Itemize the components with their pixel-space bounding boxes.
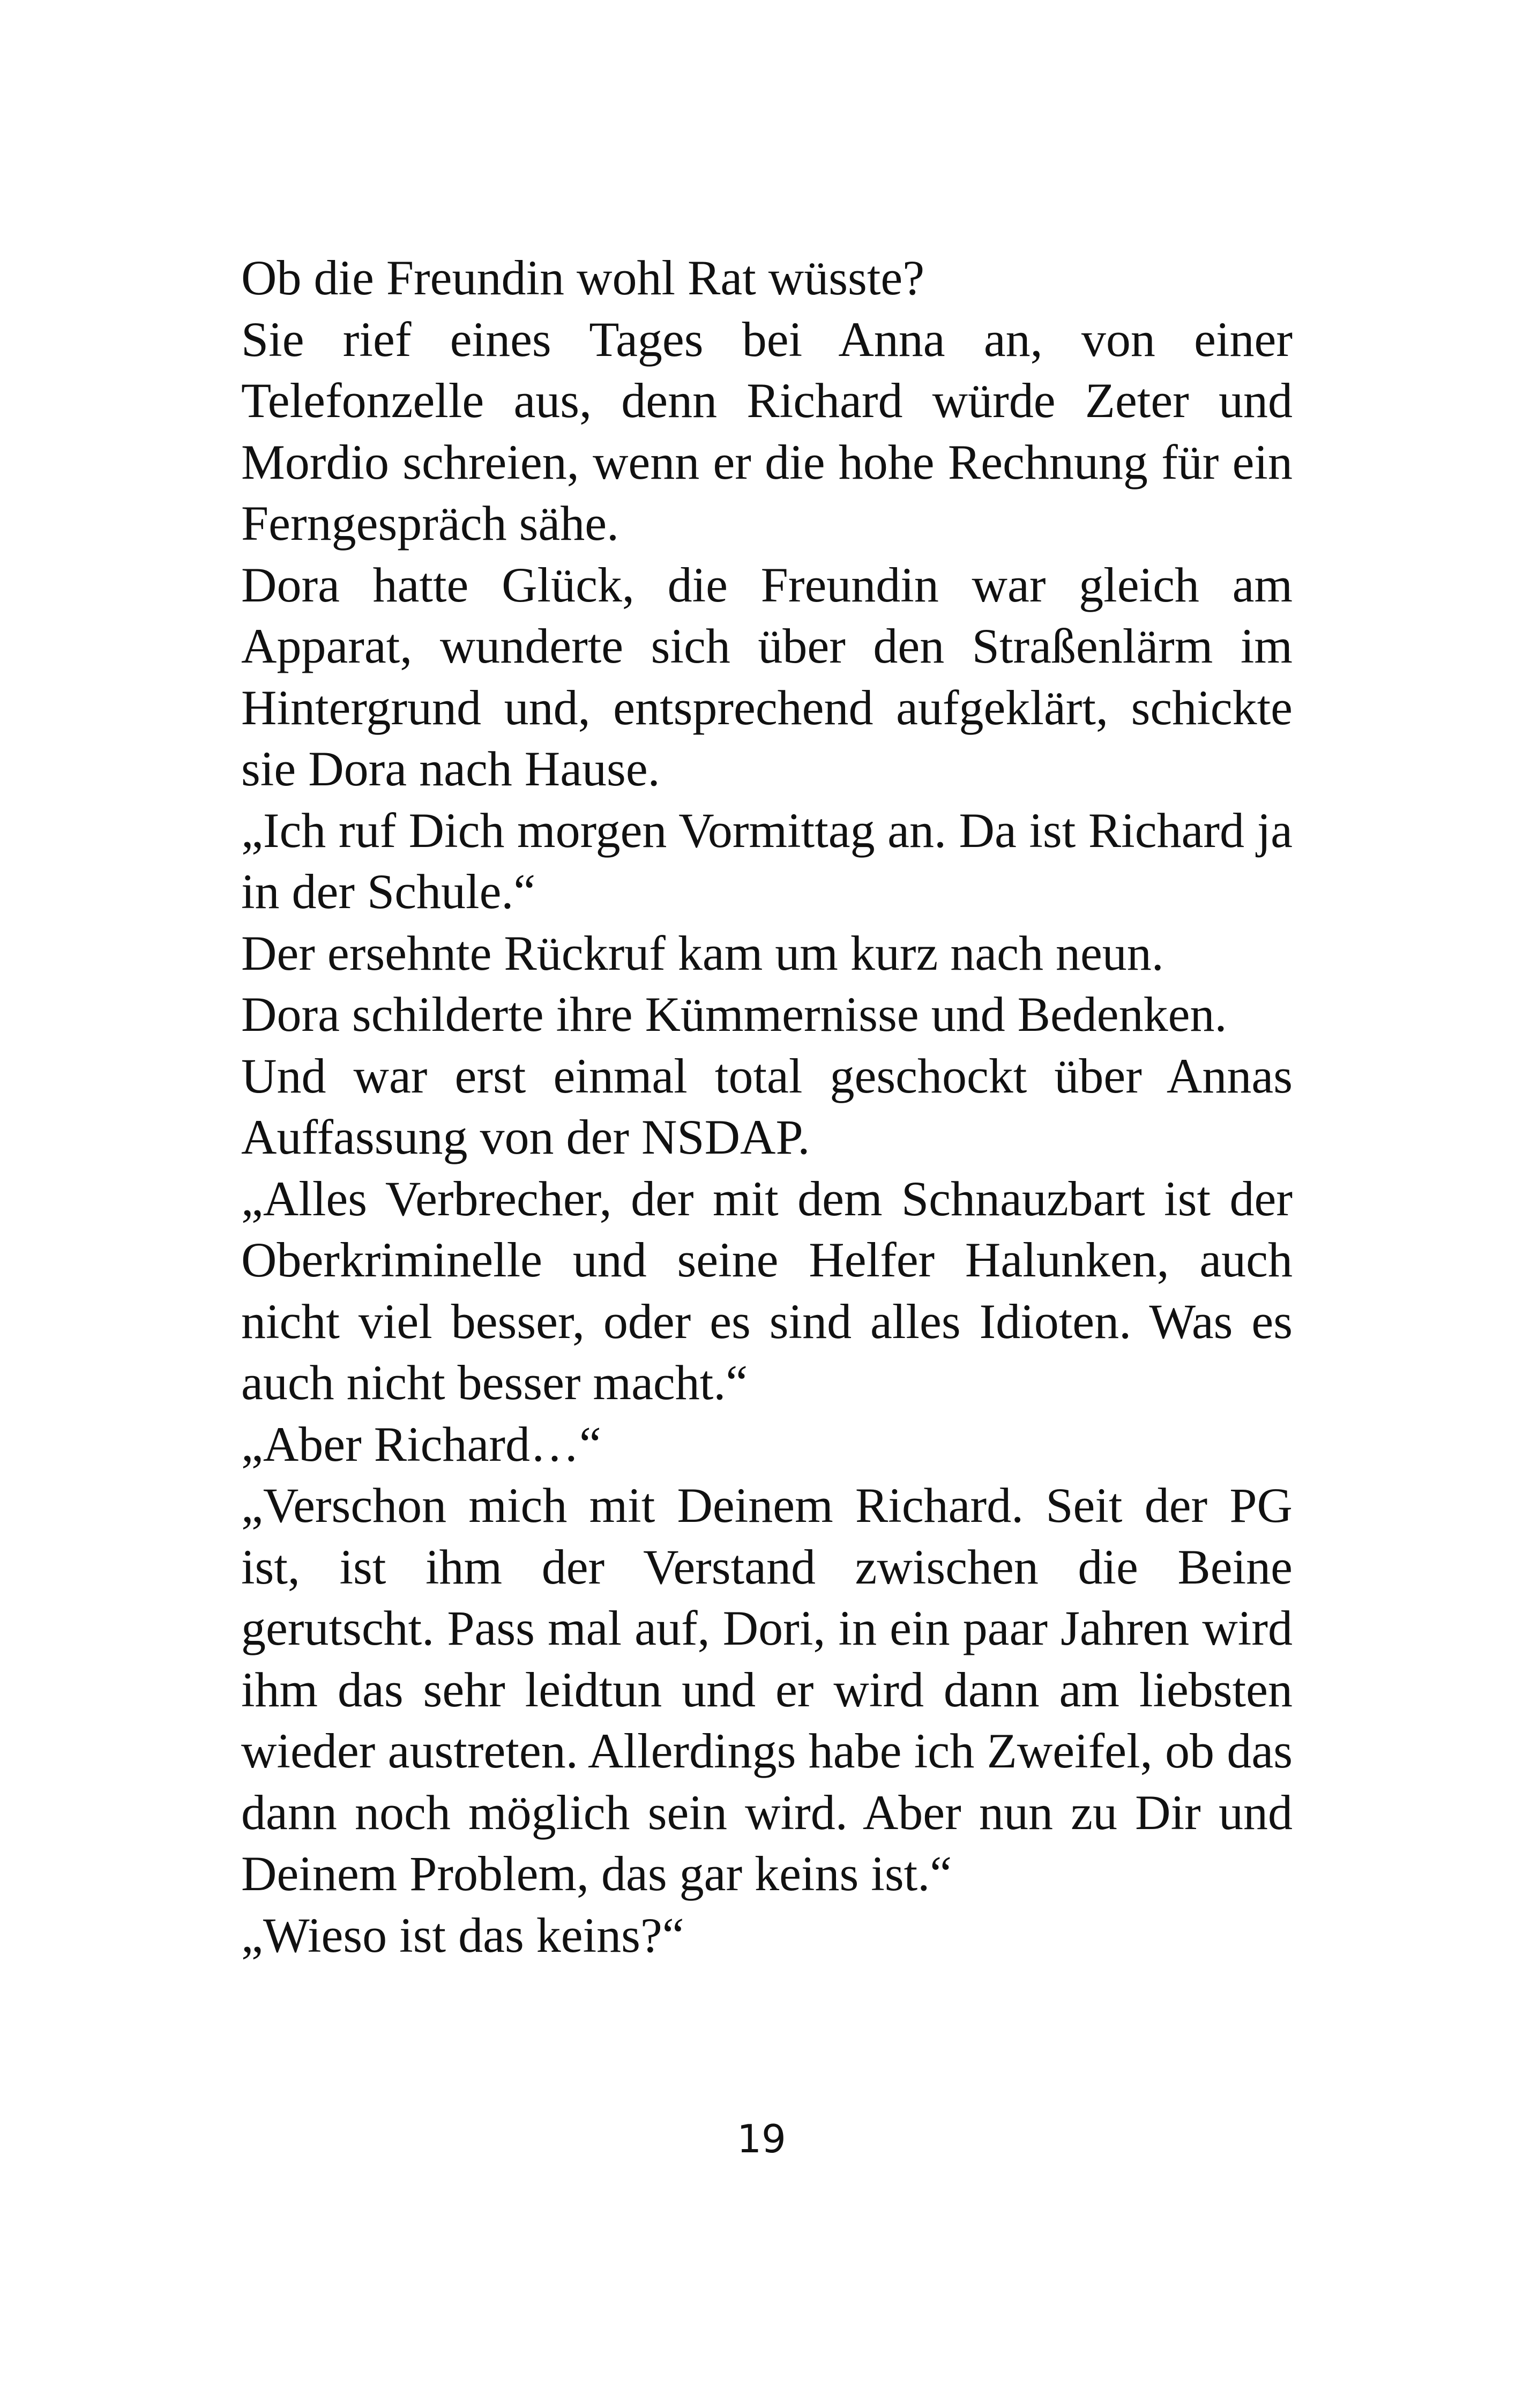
paragraph: Sie rief eines Tages bei Anna an, von einer Telefonzelle aus, denn Richard würde Zeter und Mordio schreien, wenn er die hohe Rechnung für ein Ferngespräch sähe. bbox=[241, 311, 1293, 551]
paragraph: Der ersehnte Rückruf kam um kurz nach neun. bbox=[241, 925, 1164, 980]
paragraph: „Aber Richard…“ bbox=[241, 1416, 601, 1471]
page-number: 19 bbox=[737, 2116, 786, 2161]
paragraph: Und war erst einmal total geschockt über Annas Auffassung von der NSDAP. bbox=[241, 1048, 1293, 1164]
paragraph: Ob die Freundin wohl Rat wüsste? bbox=[241, 250, 925, 305]
paragraph: „Wieso ist das keins?“ bbox=[241, 1907, 684, 1963]
paragraph: Dora hatte Glück, die Freundin war gleich am Apparat, wunderte sich über den Straßenlärm im Hintergrund und, entsprechend aufgeklärt, schickte sie Dora nach Hause. bbox=[241, 557, 1293, 796]
paragraph: „Verschon mich mit Deinem Richard. Seit der PG ist, ist ihm der Verstand zwischen die Beine gerutscht. Pass mal auf, Dori, in ein paar Jahren wird ihm das sehr leidtun und er wird dann am liebsten wieder austreten. Allerdings habe ich Zweifel, ob das dann noch möglich sein wird. Aber nun zu Dir und Deinem Problem, das gar keins ist.“ bbox=[241, 1478, 1293, 1901]
paragraph: „Alles Verbrecher, der mit dem Schnauzbart ist der Oberkriminelle und seine Helfer Halunken, auch nicht viel besser, oder es sind alles Idioten. Was es auch nicht besser macht.“ bbox=[241, 1171, 1293, 1410]
body-text bbox=[241, 247, 1293, 1966]
paragraph: Dora schilderte ihre Kümmernisse und Bedenken. bbox=[241, 987, 1227, 1042]
paragraph: „Ich ruf Dich morgen Vormittag an. Da ist Richard ja in der Schule.“ bbox=[241, 802, 1293, 919]
